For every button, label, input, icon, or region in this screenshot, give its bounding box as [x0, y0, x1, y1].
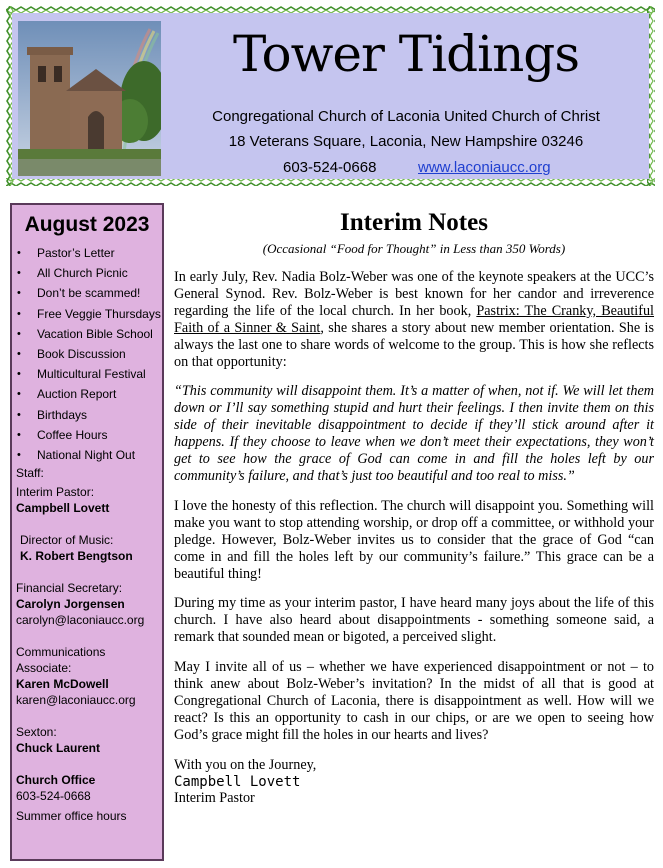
financial-secretary-name: Carolyn Jorgensen [16, 597, 125, 612]
financial-secretary-label: Financial Secretary: [16, 581, 123, 596]
sexton-name: Chuck Laurent [16, 741, 101, 756]
contents-item: • Free Veggie Thursdays [12, 304, 162, 324]
office-phone: 603-524-0668 [16, 789, 91, 804]
paragraph-text: , she shares a story about new member orientation. She is always the last one to share words of welcome to the group. This is how she reflects on that opportunity: [174, 319, 654, 370]
church-name: Congregational Church of Laconia United Church of Christ [212, 108, 600, 125]
financial-secretary-email[interactable]: carolyn@laconiaucc.org [16, 613, 145, 628]
contents-item: • Multicultural Festival [12, 364, 162, 384]
article [174, 206, 654, 806]
article-paragraph: May I invite all of us – whether we have experienced disappointment or not – to think anew about Bolz-Weber’s invitation? In the midst of all that is good at Congregational Church of Laconia, there is disappointment as well. How will we react? Is this an opportunity to cash in our chips, or are we open to seeing how God’s grace might fill the holes in our hearts and lives? [174, 659, 654, 743]
communications-email[interactable]: karen@laconiaucc.org [16, 693, 136, 708]
article-title: Interim Notes [340, 209, 488, 236]
issue-month: August 2023 [24, 213, 150, 236]
closing-line: With you on the Journey, [174, 756, 317, 773]
contents-item: • Vacation Bible School [12, 324, 162, 344]
interim-pastor-label: Interim Pastor: [16, 485, 95, 500]
contents-item: • Birthdays [12, 405, 162, 425]
article-paragraph [174, 269, 654, 370]
sidebar [10, 203, 164, 861]
article-subtitle: (Occasional “Food for Thought” in Less than 350 Words) [262, 241, 566, 256]
church-address: 18 Veterans Square, Laconia, New Hampshire 03246 [228, 133, 584, 150]
interim-pastor-name: Campbell Lovett [16, 501, 110, 516]
paragraph-text: In early July, Rev. Nadia Bolz-Weber was one of the keynote speakers at the UCC’s General Synod. Rev. Bolz-Weber is best known for her candor and irreverence regarding the life of the local church. In her book, [174, 269, 654, 319]
article-quote: “This community will disappoint them. It’s a matter of when, not if. We will let them down or I’ll say something stupid and hurt their feelings. I then invite them on this side of their inevitable disappointment to decide if they’ll stick around after it happens. If they choose to leave when we don’t meet their expectations, they won’t get to see how the grace of God can come in and fill the holes left by our community’s failure, and that’s just too beautiful and too real to miss.” [174, 383, 654, 484]
staff-label: Staff: [16, 466, 44, 481]
contents-list [12, 243, 162, 465]
book-title: Pastrix: The Cranky, Beautiful Faith of a Sinner & Saint [174, 302, 655, 336]
signature-title: Interim Pastor [174, 789, 255, 806]
sexton-label: Sexton: [16, 725, 57, 740]
article-paragraph: During my time as your interim pastor, I have heard many joys about the life of this church. I have also heard about disappointments - something someone said, a remark that sounded mean or bigoted, a perceived slight. [174, 595, 654, 646]
contents-item: • Auction Report [12, 384, 162, 404]
communications-name: Karen McDowell [16, 677, 109, 692]
article-paragraph: I love the honesty of this reflection. The church will disappoint you. Something will make you want to stop attending worship, or drop off a committee, or withhold your pledge. However, Bolz-Weber invites us to consider that the grace of God “can come in and fill the holes left by our community’s failure.” This grace can be a beautiful thing! [174, 497, 654, 582]
masthead [6, 6, 655, 186]
newsletter-title: Tower Tidings [233, 25, 579, 83]
communications-label: Communications [16, 645, 106, 660]
contents-item: • Coffee Hours [12, 425, 162, 445]
music-director-name: K. Robert Bengtson [20, 549, 133, 564]
contents-item: • National Night Out [12, 445, 162, 465]
office-label: Church Office [16, 773, 96, 788]
website-link[interactable]: www.laconiaucc.org [418, 159, 551, 176]
contents-item: • Pastor’s Letter [12, 243, 162, 263]
music-director-label: Director of Music: [20, 533, 114, 548]
church-photo [18, 21, 161, 176]
communications-label-2: Associate: [16, 661, 72, 676]
contents-item: • Don’t be scammed! [12, 283, 162, 303]
contents-item: • Book Discussion [12, 344, 162, 364]
office-hours: Summer office hours [16, 809, 127, 824]
contents-item: • All Church Picnic [12, 263, 162, 283]
church-phone: 603-524-0668 [283, 159, 377, 176]
signature: Campbell Lovett [174, 773, 301, 790]
